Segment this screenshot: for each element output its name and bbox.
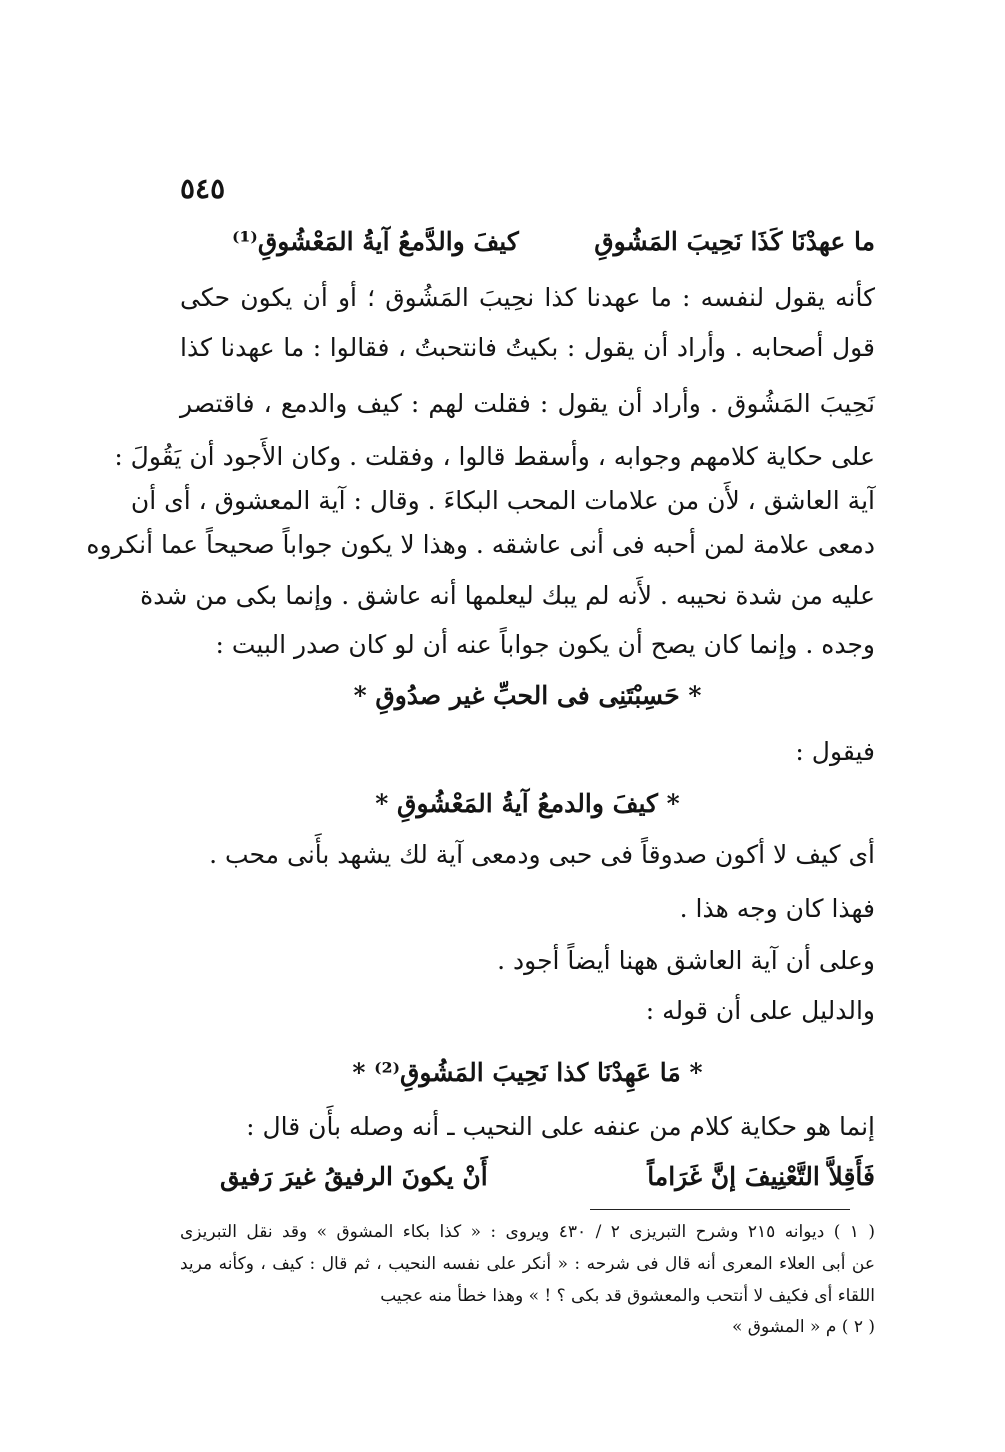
footnote-line: اللقاء أى فكيف لا أنتحب والمعشوق قد بكى ؟ ! » وهذا خطأ منه عجيب [380,1286,875,1306]
footnote-line: ( ٢ ) م « المشوق » [731,1317,875,1337]
closing-verse-left-hemistich: أَنْ يكونَ الرفيقُ غيرَ رَفيق [220,1162,488,1191]
opening-verse-right-hemistich: ما عهدْنَا كَذَا نَحِيبَ المَشُوقِ [594,227,875,256]
paragraph-last-line: وجده . وإنما كان يصح أن يكون جواباً عنه أن لو كان صدر البيت : [215,630,875,659]
paragraph-line: آية العاشق ، لأَن من علامات المحب البكاءَ . وقال : آية المعشوق ، أى أن [130,486,875,515]
text-line: والدليل على أن قوله : [645,996,875,1025]
quoted-hemistich: * مَا عَهِدْنَا كذا نَحِيبَ المَشُوقِ⁽²⁾ * [352,1058,703,1087]
quoted-hemistich: * كيفَ والدمعُ آيةُ المَعْشُوقِ * [375,789,680,818]
footnote-divider [590,1209,850,1210]
paragraph-line: عليه من شدة نحيبه . لأَنه لم يبك ليعلمها أنه عاشق . وإنما بكى من شدة [140,581,875,610]
footnote-line: ( ١ ) ديوانه ٢١٥ وشرح التبريزى ٢ / ٤٣٠ ويروى : « كذا بكاء المشوق » وقد نقل التبريزى [180,1222,875,1242]
paragraph-line: دمعى علامة لمن أحبه فى أنى عاشقه . وهذا لا يكون جواباً صحيحاً عما أنكروه [86,530,875,559]
paragraph-line: نَحِيبَ المَشُوق . وأراد أن يقول : فقلت لهم : كيف والدمع ، فاقتصر [180,389,875,418]
paragraph-line: كأنه يقول لنفسه : ما عهدنا كذا نحِيبَ المَشُوق ؛ أو أن يكون حكى [180,283,875,312]
text-line: أى كيف لا أكون صدوقاً فى حبى ودمعى آية لك يشهد بأَنى محب . [209,840,875,869]
text-line: فيقول : [795,737,875,766]
paragraph-line: على حكاية كلامهم وجوابه ، وأسقط قالوا ، وفقلت . وكان الأَجود أن يَقُولَ : [114,442,875,471]
opening-verse-left-hemistich: كيفَ والدَّمعُ آيةُ المَعْشُوقِ⁽¹⁾ [232,227,519,256]
quoted-hemistich: * حَسِبْتَنِى فى الحبِّ غير صدُوقِ * [353,681,702,710]
footnote-line: عن أبى العلاء المعرى أنه قال فى شرحه : « أنكر على نفسه النحيب ، ثم قال : كيف ، وكأنه مريد [180,1254,875,1274]
text-line: وعلى أن آية العاشق ههنا أيضاً أجود . [497,946,875,975]
text-line: إنما هو حكاية كلام من عنفه على النحيب ـ أنه وصله بأَن قال : [246,1112,875,1141]
paragraph-line: قول أصحابه . وأراد أن يقول : بكيتُ فانتحبتُ ، فقالوا : ما عهدنا كذا [180,333,875,362]
closing-verse-right-hemistich: فَأَقِلاَّ التَّعْنِيفَ إنَّ غَرَاماً [647,1162,875,1191]
text-line: فهذا كان وجه هذا . [679,894,875,923]
page-number: ٥٤٥ [180,172,226,205]
